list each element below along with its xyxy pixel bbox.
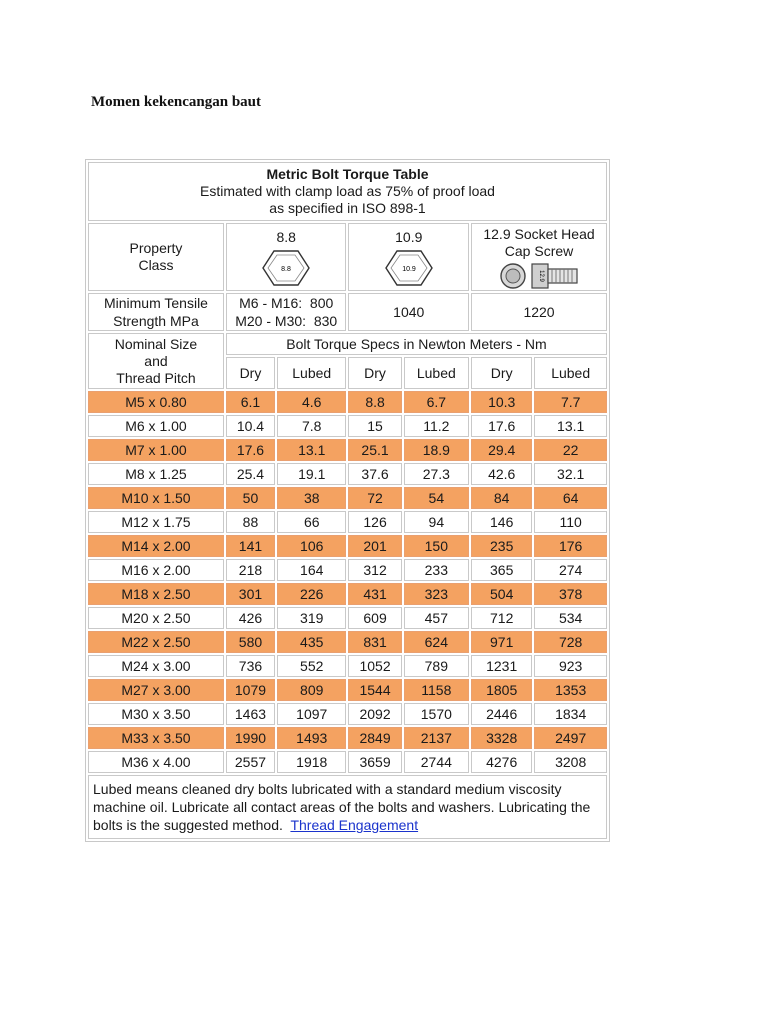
hex-bolt-head-icon: [261, 248, 311, 288]
torque-value-cell: 22: [534, 439, 607, 461]
torque-value-cell: 809: [277, 679, 347, 701]
bolt-size-cell: M14 x 2.00: [88, 535, 224, 557]
table-subtitle-line1: Estimated with clamp load as 75% of proof load: [200, 183, 495, 199]
torque-value-cell: 88: [226, 511, 275, 533]
torque-value-cell: 4.6: [277, 391, 347, 413]
torque-value-cell: 3208: [534, 751, 607, 773]
torque-value-cell: 504: [471, 583, 532, 605]
torque-value-cell: 971: [471, 631, 532, 653]
torque-value-cell: 580: [226, 631, 275, 653]
class-12-9-label-line2: Cap Screw: [504, 243, 574, 259]
torque-value-cell: 4276: [471, 751, 532, 773]
table-row: [88, 679, 607, 701]
bolt-size-cell: M6 x 1.00: [88, 415, 224, 437]
torque-value-cell: 126: [348, 511, 401, 533]
torque-value-cell: 226: [277, 583, 347, 605]
document-heading: Momen kekencangan baut: [91, 94, 262, 110]
tensile-12-9: 1220: [471, 293, 607, 331]
torque-value-cell: 534: [534, 607, 607, 629]
torque-value-cell: 624: [404, 631, 469, 653]
socket-head-icons: [472, 262, 606, 290]
table-caption: [88, 162, 607, 221]
bolt-size-cell: M12 x 1.75: [88, 511, 224, 533]
torque-value-cell: 2744: [404, 751, 469, 773]
torque-value-cell: 923: [534, 655, 607, 677]
bolt-size-cell: M10 x 1.50: [88, 487, 224, 509]
torque-value-cell: 552: [277, 655, 347, 677]
torque-value-cell: 50: [226, 487, 275, 509]
table-row: [88, 751, 607, 773]
torque-value-cell: 1918: [277, 751, 347, 773]
torque-value-cell: 15: [348, 415, 401, 437]
torque-value-cell: 1052: [348, 655, 401, 677]
torque-value-cell: 431: [348, 583, 401, 605]
torque-value-cell: 1353: [534, 679, 607, 701]
bolt-size-cell: M18 x 2.50: [88, 583, 224, 605]
torque-value-cell: 312: [348, 559, 401, 581]
bolt-size-cell: M7 x 1.00: [88, 439, 224, 461]
torque-value-cell: 728: [534, 631, 607, 653]
torque-value-cell: 736: [226, 655, 275, 677]
torque-value-cell: 37.6: [348, 463, 401, 485]
torque-value-cell: 235: [471, 535, 532, 557]
table-row: [88, 463, 607, 485]
torque-value-cell: 94: [404, 511, 469, 533]
table-row: [88, 487, 607, 509]
table-row: [88, 559, 607, 581]
torque-value-cell: 6.1: [226, 391, 275, 413]
torque-value-cell: 106: [277, 535, 347, 557]
table-row: [88, 511, 607, 533]
condition-header: Dry: [226, 357, 275, 389]
hex-bolt-head-icon: [384, 248, 434, 288]
torque-value-cell: 2849: [348, 727, 401, 749]
torque-value-cell: 150: [404, 535, 469, 557]
bolt-size-cell: M5 x 0.80: [88, 391, 224, 413]
torque-value-cell: 274: [534, 559, 607, 581]
torque-value-cell: 32.1: [534, 463, 607, 485]
head-marking-12-9: 12.9: [538, 270, 545, 282]
torque-value-cell: 1570: [404, 703, 469, 725]
class-10-9-cell: [348, 223, 469, 291]
torque-value-cell: 164: [277, 559, 347, 581]
thread-engagement-link[interactable]: Thread Engagement: [290, 817, 419, 833]
torque-table-container: [85, 159, 610, 842]
table-row: [88, 415, 607, 437]
torque-value-cell: 141: [226, 535, 275, 557]
torque-value-cell: 3659: [348, 751, 401, 773]
condition-header: Dry: [348, 357, 401, 389]
torque-value-cell: 10.3: [471, 391, 532, 413]
bolt-size-cell: M24 x 3.00: [88, 655, 224, 677]
torque-value-cell: 176: [534, 535, 607, 557]
torque-value-cell: 8.8: [348, 391, 401, 413]
head-marking-10-9: 10.9: [401, 265, 416, 273]
bolt-size-cell: M33 x 3.50: [88, 727, 224, 749]
torque-value-cell: 378: [534, 583, 607, 605]
torque-value-cell: 457: [404, 607, 469, 629]
torque-value-cell: 1544: [348, 679, 401, 701]
torque-value-cell: 712: [471, 607, 532, 629]
torque-value-cell: 25.1: [348, 439, 401, 461]
torque-value-cell: 218: [226, 559, 275, 581]
torque-value-cell: 2497: [534, 727, 607, 749]
tensile-strength-label: Minimum Tensile Strength MPa: [88, 293, 224, 331]
table-row: [88, 655, 607, 677]
torque-value-cell: 301: [226, 583, 275, 605]
torque-value-cell: 1097: [277, 703, 347, 725]
tensile-10-9: 1040: [348, 293, 469, 331]
torque-value-cell: 2137: [404, 727, 469, 749]
class-8-8-cell: [226, 223, 347, 291]
bolt-size-cell: M30 x 3.50: [88, 703, 224, 725]
torque-value-cell: 233: [404, 559, 469, 581]
torque-value-cell: 2557: [226, 751, 275, 773]
torque-value-cell: 435: [277, 631, 347, 653]
bolt-size-cell: M36 x 4.00: [88, 751, 224, 773]
table-row: [88, 583, 607, 605]
condition-header: Dry: [471, 357, 532, 389]
torque-value-cell: 609: [348, 607, 401, 629]
torque-value-cell: 319: [277, 607, 347, 629]
torque-spec-header: Bolt Torque Specs in Newton Meters - Nm: [226, 333, 607, 355]
torque-value-cell: 17.6: [226, 439, 275, 461]
torque-value-cell: 13.1: [534, 415, 607, 437]
socket-head-top-icon: [499, 262, 527, 290]
torque-value-cell: 365: [471, 559, 532, 581]
torque-value-cell: 42.6: [471, 463, 532, 485]
torque-value-cell: 25.4: [226, 463, 275, 485]
torque-value-cell: 1493: [277, 727, 347, 749]
table-row: [88, 727, 607, 749]
torque-value-cell: 64: [534, 487, 607, 509]
torque-value-cell: 1805: [471, 679, 532, 701]
lubrication-note: [88, 775, 607, 839]
torque-value-cell: 2446: [471, 703, 532, 725]
table-row: [88, 607, 607, 629]
torque-value-cell: 1079: [226, 679, 275, 701]
note-text: Lubed means cleaned dry bolts lubricated with a standard medium viscosity machine oil. Lubricate all contact areas of the bolts and washers. Lubricating the bolts is the suggested method.: [93, 781, 591, 833]
head-marking-8-8: 8.8: [281, 265, 292, 273]
torque-value-cell: 18.9: [404, 439, 469, 461]
torque-value-cell: 10.4: [226, 415, 275, 437]
table-row: [88, 439, 607, 461]
class-12-9-cell: [471, 223, 607, 291]
torque-value-cell: 201: [348, 535, 401, 557]
condition-header: Lubed: [277, 357, 347, 389]
torque-value-cell: 831: [348, 631, 401, 653]
torque-value-cell: 1463: [226, 703, 275, 725]
bolt-size-cell: M16 x 2.00: [88, 559, 224, 581]
torque-value-cell: 1990: [226, 727, 275, 749]
bolt-size-cell: M20 x 2.50: [88, 607, 224, 629]
table-row: [88, 703, 607, 725]
torque-value-cell: 3328: [471, 727, 532, 749]
class-8-8-label: 8.8: [276, 228, 296, 245]
torque-value-cell: 13.1: [277, 439, 347, 461]
table-row: [88, 631, 607, 653]
torque-value-cell: 426: [226, 607, 275, 629]
torque-value-cell: 2092: [348, 703, 401, 725]
torque-value-cell: 110: [534, 511, 607, 533]
class-10-9-label: 10.9: [395, 228, 423, 245]
bolt-size-cell: M8 x 1.25: [88, 463, 224, 485]
condition-header: Lubed: [404, 357, 469, 389]
torque-value-cell: 27.3: [404, 463, 469, 485]
tensile-8-8: M6 - M16: 800 M20 - M30: 830: [226, 293, 347, 331]
table-subtitle-line2: as specified in ISO 898-1: [269, 200, 426, 216]
torque-value-cell: 7.8: [277, 415, 347, 437]
torque-value-cell: 19.1: [277, 463, 347, 485]
torque-value-cell: 72: [348, 487, 401, 509]
table-row: [88, 391, 607, 413]
torque-value-cell: 7.7: [534, 391, 607, 413]
property-class-label: Property Class: [88, 223, 224, 291]
torque-value-cell: 38: [277, 487, 347, 509]
torque-value-cell: 6.7: [404, 391, 469, 413]
torque-value-cell: 17.6: [471, 415, 532, 437]
bolt-size-cell: M22 x 2.50: [88, 631, 224, 653]
torque-value-cell: 54: [404, 487, 469, 509]
torque-value-cell: 323: [404, 583, 469, 605]
torque-value-cell: 29.4: [471, 439, 532, 461]
socket-head-cap-screw-side-icon: [531, 262, 579, 290]
condition-header: Lubed: [534, 357, 607, 389]
torque-value-cell: 146: [471, 511, 532, 533]
torque-value-cell: 789: [404, 655, 469, 677]
bolt-size-cell: M27 x 3.00: [88, 679, 224, 701]
class-12-9-label-line1: 12.9 Socket Head: [483, 226, 595, 242]
torque-table: [86, 160, 609, 841]
torque-value-cell: 66: [277, 511, 347, 533]
table-row: [88, 535, 607, 557]
table-title: Metric Bolt Torque Table: [266, 166, 429, 182]
torque-value-cell: 11.2: [404, 415, 469, 437]
torque-value-cell: 1231: [471, 655, 532, 677]
nominal-size-label: Nominal Size and Thread Pitch: [88, 333, 224, 389]
torque-value-cell: 1834: [534, 703, 607, 725]
torque-value-cell: 84: [471, 487, 532, 509]
torque-value-cell: 1158: [404, 679, 469, 701]
